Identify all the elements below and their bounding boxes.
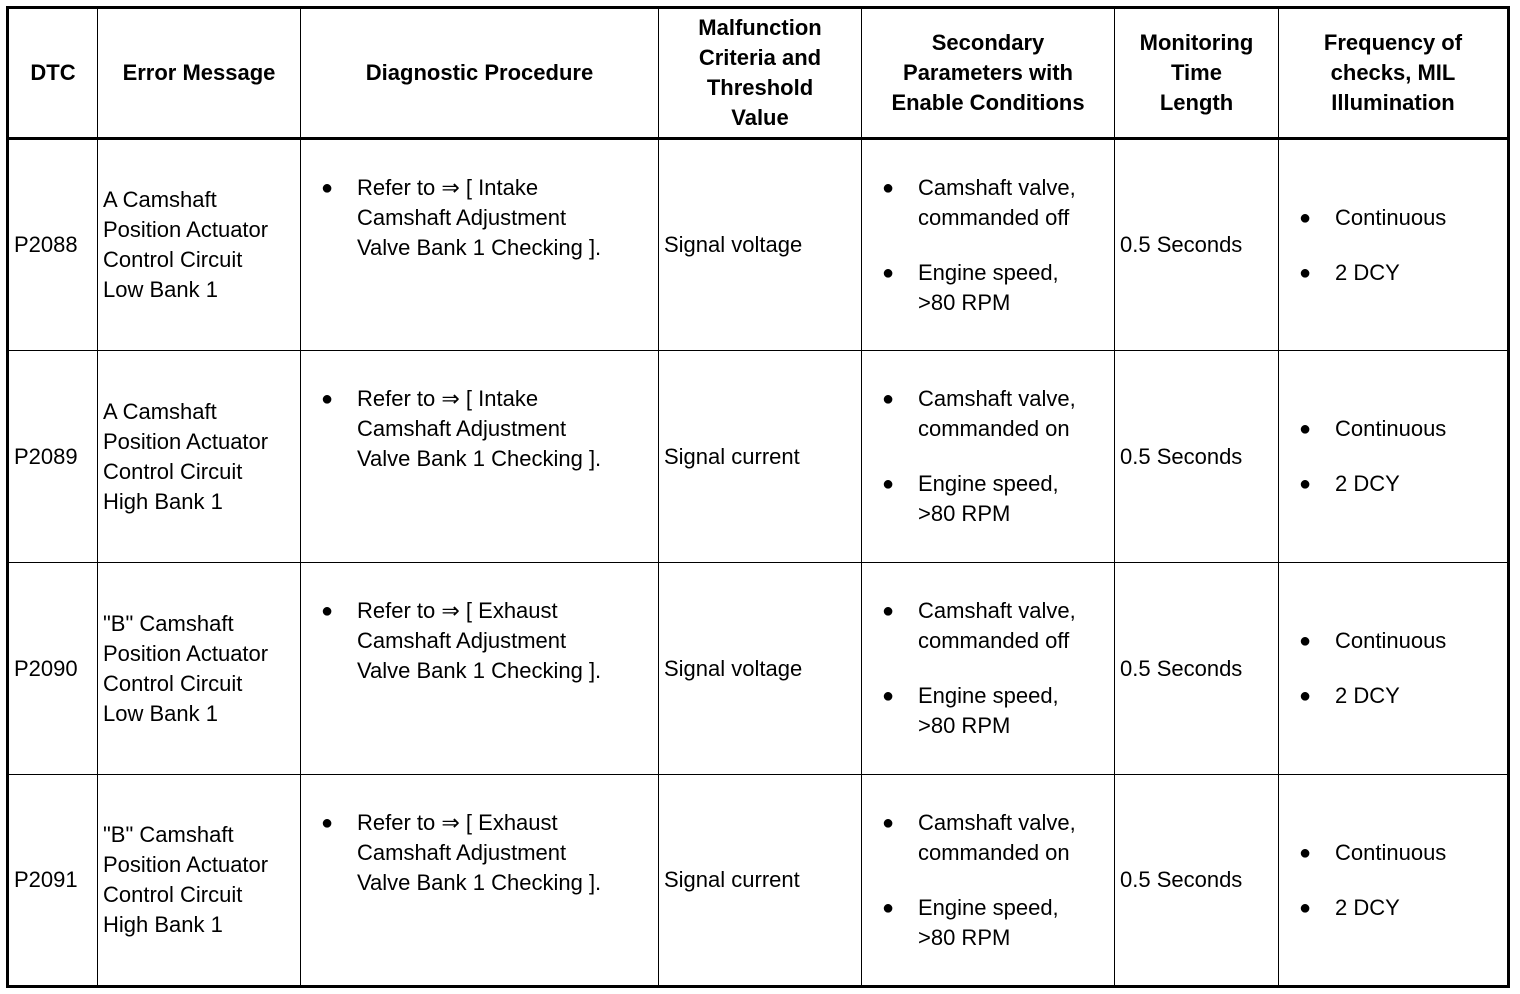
secondary-parameter-item xyxy=(882,596,1114,656)
dtc-code-cell xyxy=(8,351,98,563)
text-line: Refer to ⇒ [ Exhaust xyxy=(357,810,558,835)
header-line: Illumination xyxy=(1331,90,1455,115)
frequency-item xyxy=(1299,414,1507,444)
dtc-code-cell xyxy=(8,139,98,351)
table-row xyxy=(8,139,1509,351)
text-line: Camshaft Adjustment xyxy=(357,628,567,653)
secondary-parameter-item xyxy=(882,258,1114,318)
bullet-icon: ● xyxy=(882,811,895,834)
secondary-parameter-item-text xyxy=(918,258,1114,318)
header-line: Enable Conditions xyxy=(891,90,1085,115)
secondary-parameters-cell xyxy=(862,351,1115,563)
error-message-line: Low Bank 1 xyxy=(103,700,218,726)
bullet-icon: ● xyxy=(882,176,895,199)
frequency-item xyxy=(1299,681,1507,711)
secondary-parameter-item-text xyxy=(918,384,1114,444)
error-message-line: Control Circuit xyxy=(103,458,243,484)
frequency-cell xyxy=(1279,139,1509,351)
frequency-text: Continuous xyxy=(1335,416,1447,441)
monitoring-time: 0.5 Seconds xyxy=(1120,232,1243,257)
bullet-icon: ● xyxy=(1299,630,1312,652)
secondary-parameter-item xyxy=(882,173,1114,233)
error-message-line: High Bank 1 xyxy=(103,488,223,514)
malfunction-criteria-cell xyxy=(659,139,862,351)
frequency-item xyxy=(1299,203,1507,233)
secondary-parameters-cell xyxy=(862,563,1115,775)
bullet-icon: ● xyxy=(882,388,895,410)
procedure-item xyxy=(321,596,658,686)
error-message-cell xyxy=(98,351,301,563)
bullet-icon: ● xyxy=(321,600,334,622)
text-line: commanded on xyxy=(918,839,1070,865)
text-line: Refer to ⇒ [ Intake xyxy=(357,175,539,200)
malfunction-criteria: Signal voltage xyxy=(664,655,803,681)
header-line: Frequency of xyxy=(1323,30,1463,55)
frequency-text: 2 DCY xyxy=(1335,471,1400,496)
monitoring-time: 0.5 Seconds xyxy=(1120,655,1243,681)
monitoring-time: 0.5 Seconds xyxy=(1120,443,1243,469)
dtc-code-cell xyxy=(8,563,98,775)
text-line: Refer to ⇒ [ Intake xyxy=(357,386,539,411)
bullet-icon: ● xyxy=(1299,896,1312,919)
header-line: Length xyxy=(1159,90,1234,115)
secondary-parameter-item-text xyxy=(918,596,1114,656)
text-line: commanded off xyxy=(918,204,1070,230)
text-line: Camshaft Adjustment xyxy=(357,416,567,441)
procedure-item-text xyxy=(357,384,658,474)
frequency-cell xyxy=(1279,775,1509,987)
procedure-wrap xyxy=(321,173,658,263)
monitoring-time: 0.5 Seconds xyxy=(1120,867,1243,892)
header-row xyxy=(8,8,1509,139)
frequency-text: Continuous xyxy=(1335,628,1447,653)
procedure-item-text xyxy=(357,173,658,263)
bullet-icon: ● xyxy=(882,685,895,707)
bullet-icon: ● xyxy=(321,177,334,199)
text-line: >80 RPM xyxy=(918,501,1011,526)
header-line: DTC xyxy=(30,60,76,85)
bullet-icon: ● xyxy=(882,473,895,495)
frequency-cell xyxy=(1279,563,1509,775)
text-line: Engine speed, xyxy=(918,471,1059,496)
bullet-icon: ● xyxy=(321,388,334,410)
header-line: Secondary xyxy=(931,30,1045,55)
bullet-icon: ● xyxy=(1299,418,1312,440)
error-message-line: A Camshaft xyxy=(103,398,217,424)
frequency-text: 2 DCY xyxy=(1335,894,1400,920)
bullet-icon: ● xyxy=(1299,261,1312,284)
procedure-item-text xyxy=(357,808,658,898)
text-line: Valve Bank 1 Checking ]. xyxy=(357,658,602,683)
error-message-line: Control Circuit xyxy=(103,670,243,696)
text-line: commanded on xyxy=(918,416,1070,441)
secondary-parameters-cell xyxy=(862,139,1115,351)
text-line: Camshaft valve, xyxy=(918,809,1076,835)
text-line: Valve Bank 1 Checking ]. xyxy=(357,235,602,260)
error-message-line: "B" Camshaft xyxy=(103,822,234,847)
diagnostic-procedure-cell xyxy=(301,351,659,563)
text-line: Valve Bank 1 Checking ]. xyxy=(357,446,602,471)
frequency-item xyxy=(1299,626,1507,656)
bullet-icon: ● xyxy=(1299,685,1312,707)
error-message-line: Position Actuator xyxy=(103,640,269,666)
error-message-line: Position Actuator xyxy=(103,217,269,242)
header-line: Monitoring xyxy=(1139,30,1254,55)
malfunction-criteria-cell xyxy=(659,563,862,775)
secondary-parameter-item-text xyxy=(918,173,1114,233)
malfunction-criteria-cell xyxy=(659,775,862,987)
procedure-item-text xyxy=(357,596,658,686)
header-line: checks, MIL xyxy=(1330,60,1456,85)
frequency-item xyxy=(1299,469,1507,499)
dtc-code: P2091 xyxy=(14,867,78,892)
frequency-text: Continuous xyxy=(1335,204,1447,230)
text-line: Camshaft valve, xyxy=(918,386,1076,411)
malfunction-criteria: Signal current xyxy=(664,443,800,469)
dtc-code: P2089 xyxy=(14,443,78,469)
procedure-wrap xyxy=(321,596,658,686)
malfunction-criteria: Signal current xyxy=(664,867,800,892)
error-message-cell xyxy=(98,775,301,987)
monitoring-time-cell xyxy=(1115,139,1279,351)
header-dtc xyxy=(8,8,98,139)
dtc-code: P2090 xyxy=(14,655,78,681)
header-line: Error Message xyxy=(122,60,276,85)
bullet-icon: ● xyxy=(882,896,895,919)
error-message-line: "B" Camshaft xyxy=(103,610,234,636)
secondary-parameter-item xyxy=(882,469,1114,529)
procedure-wrap xyxy=(321,384,658,474)
header-line: Criteria and xyxy=(698,45,822,70)
bullet-icon: ● xyxy=(1299,841,1312,864)
text-line: Valve Bank 1 Checking ]. xyxy=(357,870,602,895)
frequency-item xyxy=(1299,838,1507,868)
procedure-wrap xyxy=(321,808,658,898)
bullet-icon: ● xyxy=(882,600,895,622)
table-row xyxy=(8,563,1509,775)
table-row xyxy=(8,351,1509,563)
secondary-parameter-item xyxy=(882,808,1114,868)
error-message-cell xyxy=(98,563,301,775)
bullet-icon: ● xyxy=(1299,473,1312,495)
text-line: Engine speed, xyxy=(918,683,1059,708)
secondary-parameter-item-text xyxy=(918,893,1114,953)
procedure-item xyxy=(321,808,658,898)
secondary-parameter-item-text xyxy=(918,681,1114,741)
bullet-icon: ● xyxy=(321,812,334,834)
error-message-cell xyxy=(98,139,301,351)
header-line: Time xyxy=(1171,60,1222,85)
diagnostic-procedure-cell xyxy=(301,775,659,987)
header-line: Diagnostic Procedure xyxy=(365,60,594,85)
header-monitoring-time xyxy=(1115,8,1279,139)
frequency-item xyxy=(1299,258,1507,288)
malfunction-criteria: Signal voltage xyxy=(664,232,803,257)
bullet-icon: ● xyxy=(882,261,895,284)
dtc-code-cell xyxy=(8,775,98,987)
error-message-line: Control Circuit xyxy=(103,247,243,272)
procedure-item xyxy=(321,384,658,474)
text-line: Camshaft valve, xyxy=(918,174,1076,200)
text-line: Camshaft Adjustment xyxy=(357,840,567,865)
error-message-line: A Camshaft xyxy=(103,187,217,212)
table-row xyxy=(8,775,1509,987)
procedure-item xyxy=(321,173,658,263)
diagnostic-procedure-cell xyxy=(301,139,659,351)
header-frequency xyxy=(1279,8,1509,139)
text-line: commanded off xyxy=(918,628,1070,653)
monitoring-time-cell xyxy=(1115,563,1279,775)
header-malfunction-criteria xyxy=(659,8,862,139)
monitoring-time-cell xyxy=(1115,351,1279,563)
bullet-icon: ● xyxy=(1299,206,1312,229)
dtc-code: P2088 xyxy=(14,232,78,257)
text-line: Camshaft Adjustment xyxy=(357,205,567,230)
header-diagnostic-procedure xyxy=(301,8,659,139)
table-body xyxy=(8,139,1509,987)
header-error-message xyxy=(98,8,301,139)
secondary-parameter-item xyxy=(882,893,1114,953)
text-line: >80 RPM xyxy=(918,289,1011,315)
frequency-item xyxy=(1299,893,1507,923)
header-secondary-parameters xyxy=(862,8,1115,139)
text-line: Engine speed, xyxy=(918,894,1059,920)
text-line: >80 RPM xyxy=(918,924,1011,950)
secondary-parameter-item xyxy=(882,384,1114,444)
frequency-text: 2 DCY xyxy=(1335,259,1400,285)
error-message-line: Control Circuit xyxy=(103,882,243,907)
error-message-line: Position Actuator xyxy=(103,428,269,454)
secondary-parameter-item xyxy=(882,681,1114,741)
text-line: >80 RPM xyxy=(918,713,1011,738)
header-line: Value xyxy=(731,105,789,130)
text-line: Engine speed, xyxy=(918,259,1059,285)
error-message-line: High Bank 1 xyxy=(103,912,223,937)
text-line: Camshaft valve, xyxy=(918,598,1076,623)
frequency-cell xyxy=(1279,351,1509,563)
frequency-text: 2 DCY xyxy=(1335,683,1400,708)
frequency-text: Continuous xyxy=(1335,839,1447,865)
error-message-line: Low Bank 1 xyxy=(103,277,218,302)
secondary-parameter-item-text xyxy=(918,469,1114,529)
header-line: Threshold xyxy=(706,75,814,100)
diagnostic-procedure-cell xyxy=(301,563,659,775)
header-line: Malfunction xyxy=(698,15,822,40)
error-message-line: Position Actuator xyxy=(103,852,269,877)
text-line: Refer to ⇒ [ Exhaust xyxy=(357,598,558,623)
dtc-table xyxy=(6,6,1510,988)
secondary-parameters-cell xyxy=(862,775,1115,987)
malfunction-criteria-cell xyxy=(659,351,862,563)
header-line: Parameters with xyxy=(903,60,1073,85)
monitoring-time-cell xyxy=(1115,775,1279,987)
secondary-parameter-item-text xyxy=(918,808,1114,868)
